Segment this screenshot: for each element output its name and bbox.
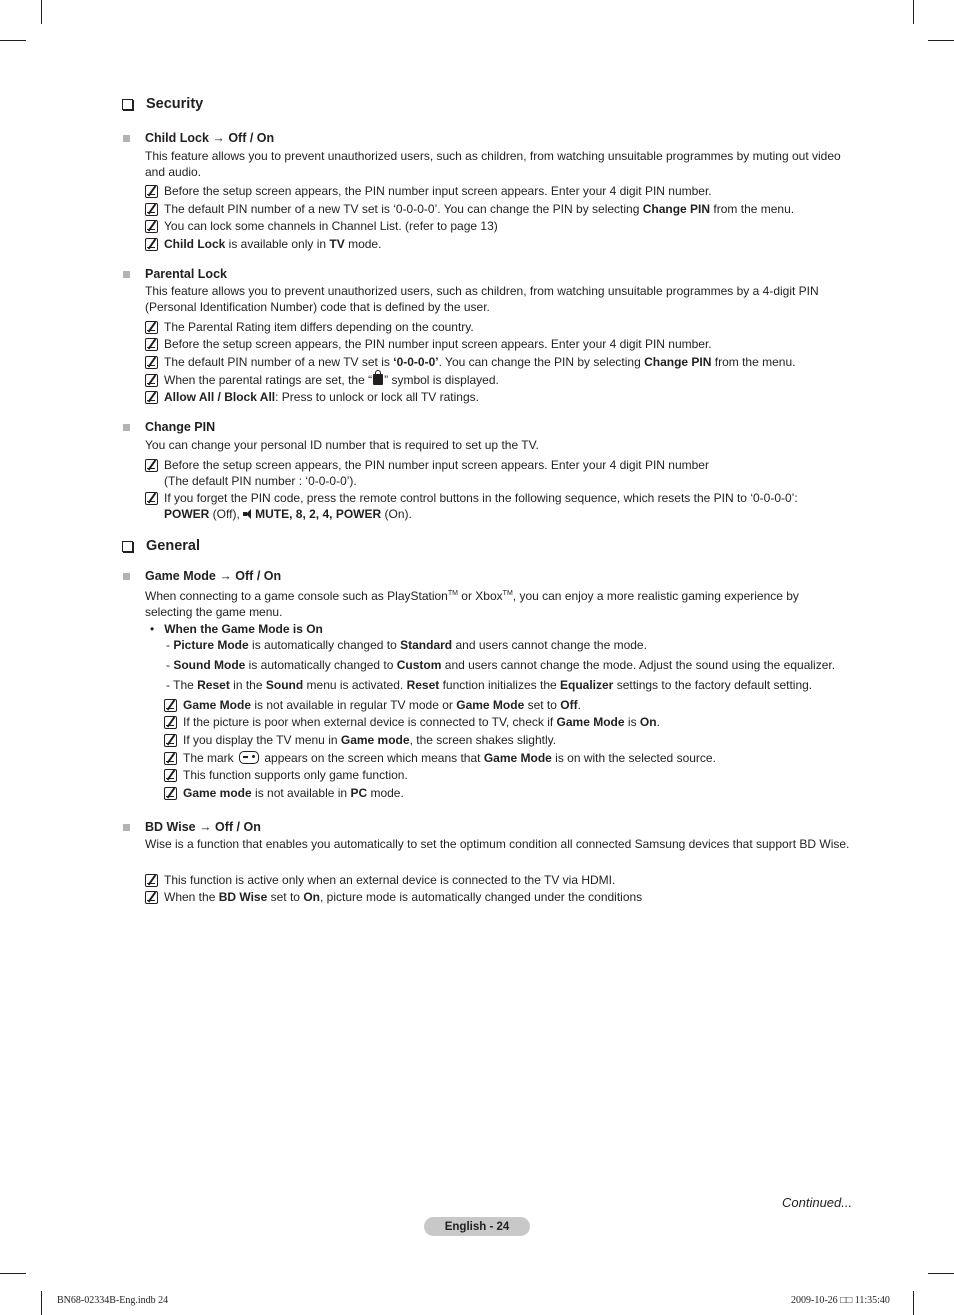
crop-mark (0, 40, 26, 41)
desc-change-pin: You can change your personal ID number that is required to set up the TV. (145, 438, 539, 452)
note (145, 390, 479, 406)
note-text: Before the setup screen appears, the PIN number input screen appears. Enter your 4 digit PIN number. (164, 337, 712, 351)
page-number-badge: English - 24 (424, 1217, 530, 1236)
note-text: Game mode is not available in PC mode. (183, 786, 404, 800)
lock-icon (373, 374, 383, 385)
dash-item: - Sound Mode is automatically changed to Custom and users cannot change the mode. Adjust the sound using the equalizer. (166, 658, 836, 672)
note-icon (164, 787, 177, 800)
crop-mark (0, 1273, 26, 1274)
heading-parental-lock (123, 267, 227, 281)
note-text: The mark appears on the screen which means that Game Mode is on with the selected source. (183, 751, 716, 765)
checkbox-square-icon (122, 541, 133, 552)
note-text: The Parental Rating item differs depending on the country. (164, 320, 474, 334)
note-icon (145, 891, 158, 904)
note-icon (164, 734, 177, 747)
note-icon (145, 374, 158, 387)
note-text: If you forget the PIN code, press the remote control buttons in the following sequence, which resets the PIN to ‘0-0-0-0’: POWER (Off), MUTE, 8, 2, 4, POWER (On). (164, 491, 798, 521)
note (164, 786, 404, 802)
note-text: The default PIN number of a new TV set is ‘0-0-0-0’. You can change the PIN by selecting Change PIN from the menu. (164, 355, 796, 369)
heading-text: Child Lock → Off / On (145, 131, 275, 145)
crop-mark (928, 40, 954, 41)
note (164, 768, 408, 784)
mute-icon (243, 509, 254, 519)
note-icon (145, 459, 158, 472)
note (145, 458, 709, 489)
note (145, 873, 615, 889)
note-icon (145, 321, 158, 334)
note-text: Before the setup screen appears, the PIN number input screen appears. Enter your 4 digit PIN number (The default PIN number : ‘0-0-0-0’). (164, 458, 709, 488)
square-bullet-icon (123, 135, 130, 142)
crop-mark (41, 1291, 42, 1315)
file-slug: BN68-02334B-Eng.indb 24 (57, 1295, 169, 1306)
note-icon (164, 699, 177, 712)
note-text: This function is active only when an external device is connected to the TV via HDMI. (164, 873, 616, 887)
crop-mark (913, 0, 914, 24)
note-icon (145, 220, 158, 233)
note-icon (164, 716, 177, 729)
note-text: If the picture is poor when external device is connected to TV, check if Game Mode is On. (183, 715, 660, 729)
desc-child-lock: This feature allows you to prevent unauthorized users, such as children, from watching unsuitable programmes by muting out video and audio. (145, 149, 841, 179)
note (145, 373, 499, 389)
heading-text: BD Wise → Off / On (145, 820, 261, 834)
note-text: If you display the TV menu in Game mode, the screen shakes slightly. (183, 733, 557, 747)
note-icon (145, 391, 158, 404)
heading-child-lock (123, 131, 274, 145)
note (145, 184, 712, 200)
note (145, 237, 381, 253)
square-bullet-icon (123, 271, 130, 278)
note-icon (145, 203, 158, 216)
heading-change-pin (123, 420, 215, 434)
gamepad-icon (239, 751, 259, 764)
bullet-text: When the Game Mode is On (164, 622, 323, 636)
note (145, 320, 474, 336)
note-icon (145, 874, 158, 887)
note-text: Before the setup screen appears, the PIN number input screen appears. Enter your 4 digit PIN number. (164, 184, 712, 198)
checkbox-square-icon (122, 99, 133, 110)
heading-text: Change PIN (145, 420, 216, 434)
note-icon (164, 769, 177, 782)
timestamp-slug: 2009-10-26 □□ 11:35:40 (791, 1295, 890, 1306)
desc-game-mode: When connecting to a game console such as PlayStation™ or Xbox™, you can enjoy a more realistic gaming experience by selecting the game menu. (145, 589, 799, 619)
heading-text: Parental Lock (145, 267, 227, 281)
note-text: Allow All / Block All: Press to unlock or lock all TV ratings. (164, 390, 479, 404)
dash-item: - The Reset in the Sound menu is activated. Reset function initializes the Equalizer settings to the factory default setting. (166, 678, 813, 692)
desc-bd-wise: Wise is a function that enables you automatically to set the optimum condition all connected Samsung devices that support BD Wise. (145, 837, 850, 851)
continued-label: Continued... (782, 1195, 853, 1210)
note-text: You can lock some channels in Channel List. (refer to page 13) (164, 219, 498, 233)
note-text: The default PIN number of a new TV set is ‘0-0-0-0’. You can change the PIN by selecting Change PIN from the menu. (164, 202, 795, 216)
note (145, 355, 795, 371)
crop-mark (913, 1291, 914, 1315)
note-icon (145, 238, 158, 251)
heading-bd-wise (123, 820, 261, 834)
note (164, 715, 660, 731)
note-text: When the parental ratings are set, the “ ” symbol is displayed. (164, 373, 499, 387)
bullet-game-mode-on (150, 622, 323, 636)
section-title: General (146, 538, 200, 554)
note-icon (145, 492, 158, 505)
square-bullet-icon (123, 824, 130, 831)
note (145, 491, 798, 522)
note-icon (145, 338, 158, 351)
crop-mark (928, 1273, 954, 1274)
note-text: Game Mode is not available in regular TV mode or Game Mode set to Off. (183, 698, 581, 712)
note (145, 337, 712, 353)
note-text: This function supports only game function. (183, 768, 408, 782)
note-icon (145, 185, 158, 198)
desc-parental-lock: This feature allows you to prevent unauthorized users, such as children, from watching unsuitable programmes by a 4-digit PIN (Personal Identification Number) code that is defined by the user. (145, 284, 819, 314)
note (164, 698, 581, 714)
heading-game-mode (123, 569, 281, 583)
note-text: Child Lock is available only in TV mode. (164, 237, 382, 251)
note-icon (164, 752, 177, 765)
note (164, 733, 556, 749)
heading-text: Game Mode → Off / On (145, 569, 282, 583)
note (145, 219, 498, 235)
note-text: When the BD Wise set to On, picture mode is automatically changed under the conditions (164, 890, 643, 904)
dash-item: - Picture Mode is automatically changed to Standard and users cannot change the mode. (166, 638, 647, 652)
note-icon (145, 356, 158, 369)
square-bullet-icon (123, 424, 130, 431)
note (164, 751, 716, 767)
section-title: Security (146, 96, 204, 112)
section-security (122, 96, 203, 112)
square-bullet-icon (123, 573, 130, 580)
note (145, 202, 794, 218)
bullet-dot-icon: • (150, 622, 155, 636)
section-general (122, 538, 200, 554)
note (145, 890, 642, 906)
crop-mark (41, 0, 42, 24)
